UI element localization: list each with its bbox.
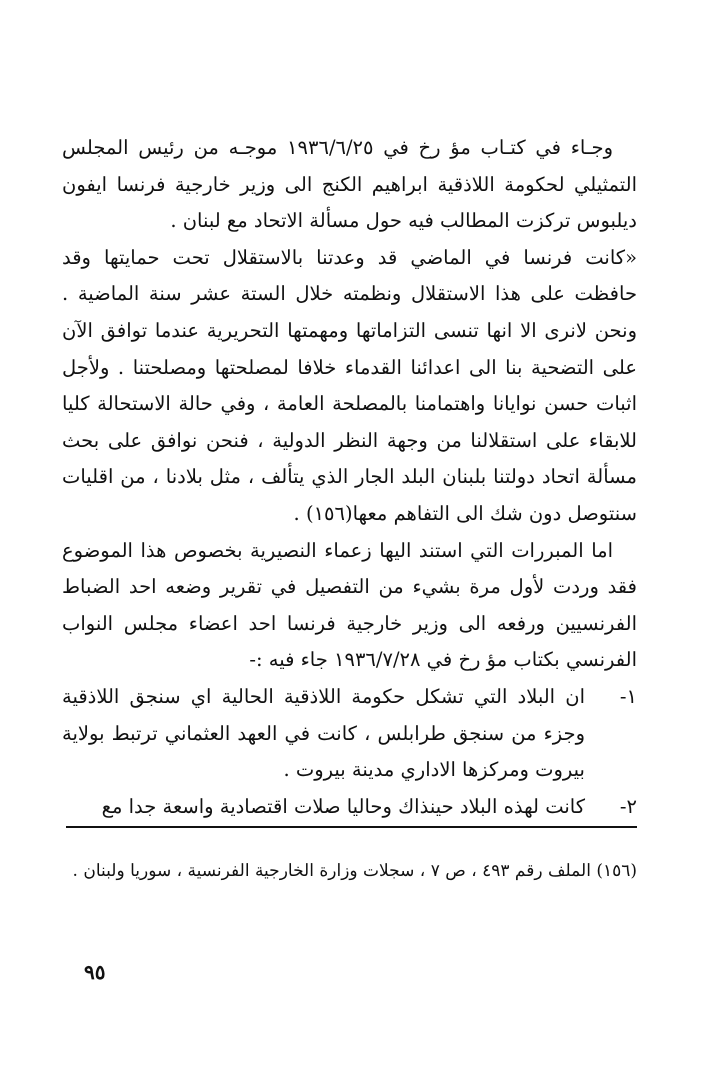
page-number: ٩٥ <box>84 960 106 984</box>
paragraph-justifications: اما المبررات التي استند اليها زعماء النصيرية بخصوص هذا الموضوع فقد وردت لأول مرة بشيء من التفصيل في تقرير وضعه احد الضباط الفرنسيين ورفعه الى وزير خارجية فرنسا احد اعضاء مجلس النواب الفرنسي بكتاب مؤ رخ في ١٩٣٦/٧/٢٨ جاء فيه :- <box>62 538 637 672</box>
list-text: كانت لهذه البلاد حينذاك وحاليا صلات اقتصادية واسعة جدا مع <box>101 794 585 818</box>
list-number: ١- <box>619 684 637 708</box>
list-item <box>62 789 637 826</box>
list-text: ان البلاد التي تشكل حكومة اللاذقية الحالية اي سنجق اللاذقية وجزء من سنجق طرابلس ، كانت في العهد العثماني ترتبط بولاية بيروت ومركزها الاداري مدينة بيروت . <box>62 684 585 782</box>
paragraph-quote: «كانت فرنسا في الماضي قد وعدتنا بالاستقلال تحت حمايتها وقد حافظت على هذا الاستقلال ونظمته خلال الستة عشر سنة الماضية . ونحن لانرى الا انها تنسى التزاماتها ومهمتها التحريرية عندما توافق الآن على التضحية بنا الى اعدائنا القدماء خلافا لمصلحتها ومصلحتنا . ولأجل اثبات حسن نوايانا واهتمامنا بالمصلحة العامة ، وفي حالة الاستحالة كليا للابقاء على استقلالنا من وجهة النظر الدولية ، فنحن نوافق على بحث مسألة اتحاد دولتنا بلبنان البلد الجار الذي يتألف ، مثل بلادنا ، من اقليات سنتوصل دون شك الى التفاهم معها(١٥٦) . <box>62 245 637 525</box>
main-text <box>62 130 637 825</box>
footnote-divider <box>66 826 637 828</box>
list-item <box>62 679 637 789</box>
list-number: ٢- <box>619 794 637 818</box>
paragraph-intro: وجـاء في كتـاب مؤ رخ في ١٩٣٦/٦/٢٥ موجـه من رئيس المجلس التمثيلي لحكومة اللاذقية ابراهيم الكنج الى وزير خارجية فرنسا ايفون ديلبوس تركزت المطالب فيه حول مسألة الاتحاد مع لبنان . <box>62 136 637 233</box>
footnote: (١٥٦) الملف رقم ٤٩٣ ، ص ٧ ، سجلات وزارة الخارجية الفرنسية ، سوريا ولبنان . <box>72 861 637 881</box>
